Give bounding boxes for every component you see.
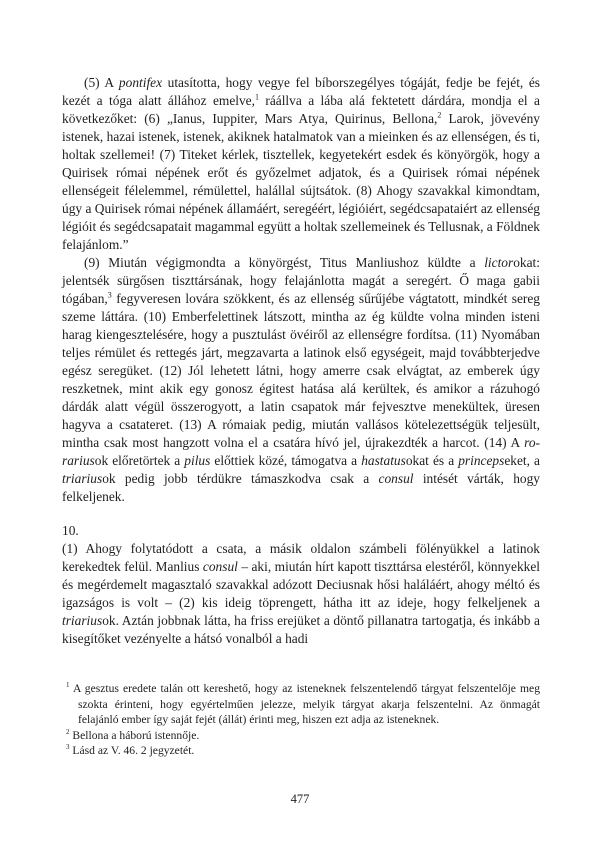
section-number: 10.: [62, 523, 79, 538]
paragraph-10-1: (1) Ahogy folytatódott a csata, a másik oldalon számbeli fölényükkel a latinok kerekedtek felül. Manlius consul – aki, miután hírt kapott tiszttársa elestéről, könnyekkel és megérdemelt magasztaló szavakkal adózott Deciusnak hősi haláláért, ahogy méltó és igazságos is volt – (2) kis ideig töprengett, hátha itt az ideje, hogy felkeljenek a triariusok. Aztán jobbnak látta, ha friss erejüket a döntő pillanatra tartogatja, és inkább a kisegítőket vezényelte a hátsó vonalból a hadi: [62, 541, 540, 646]
footnote-2: $^2$ Bellona a háború istennője.: [66, 727, 200, 742]
footnote-3: $^3$ Lásd az V. 46. 2 jegyzetét.: [66, 743, 195, 757]
page-number: 477: [290, 792, 310, 806]
footnotes: [62, 681, 540, 759]
footnote-1: $^1$ A gesztus eredete talán ott kereshető, hogy az isteneknek felszentelendő tárgyat felszentelője meg szokta érinteni, hogy egyértelműen jelezze, melyik tárgyat akarja felszentelni. Az önmagát felajánló ember így saját fejét (állát) érinti meg, hiszen ezt adja az isteneknek.: [66, 681, 540, 726]
paragraph-9: (9) Miután végigmondta a könyörgést, Titus Manliushoz küldte a lictorokat: jelentsék sürgősen tiszttársának, hogy felajánlotta magát a seregért. Ő maga gabii tógában,$^3$ fegyveresen lovára szökkent, és az ellenség sűrűjébe vágtatott, mindkét sereg szeme láttára. (10) Emberfelettinek látszott, mintha az ég küldte volna minden isteni harag kiengesztelésére, hogy a pusztulást övéiről az ellenségre fordítsa. (11) Nyomában teljes rémület és rettegés járt, megzavarta a latinok első egységeit, majd továbbterjedve egész seregüket. (12) Jól lehetett látni, hogy amerre csak elvágtat, az emberek úgy reszketnek, mint akik egy gonosz égitest hatása alá kerültek, és amikor a rázuhogó dárdák alatt végül összerogyott, a latin csapatok már fejvesztve menekültek, üresen hagyva a csatateret. (13) A rómaiak pedig, miután vallásos kötelezettségük teljesült, mintha csak most hangzott volna el a csatára hívó jel, újrakezdték a harcot. (14) A rorariusok előretörtek a pilus előttiek közé, támogatva a hastatusokat és a princepseket, a triariusok pedig jobb térdükre támaszkodva csak a consul intését várták, hogy felkeljenek.: [62, 255, 540, 504]
page-body: [62, 74, 540, 648]
paragraph-5: (5) A pontifex utasította, hogy vegye fel bíborszegélyes tógáját, fedje be fejét, és kezét a tóga alatt állához emelve,$^1$ ráállva a lába alá fektetett dárdára, mondja el a következőket: (6) „Ianus, Iuppiter, Mars Atya, Quirinus, Bellona,$^2$ Larok, jövevény istenek, hazai istenek, istenek, akiknek hatalmatok van a mieinken és az ellenségen, és ti, holtak szellemei! (7) Titeket kérlek, tisztellek, kegyetekért esdek és könyörgök, hogy a Quirisek római népének erőt és győzelmet adjatok, és a Quirisek római népének ellenségeit félelemmel, rémülettel, halállal sújtsátok. (8) Ahogy szavakkal kimondtam, úgy a Quirisek római népének államáért, seregéért, légióiért, segédcsapataiért az ellenség légióit és segédcsapatait magammal együtt a holtak szellemeinek és Tellusnak, a Földnek felajánlom.”: [62, 75, 540, 252]
